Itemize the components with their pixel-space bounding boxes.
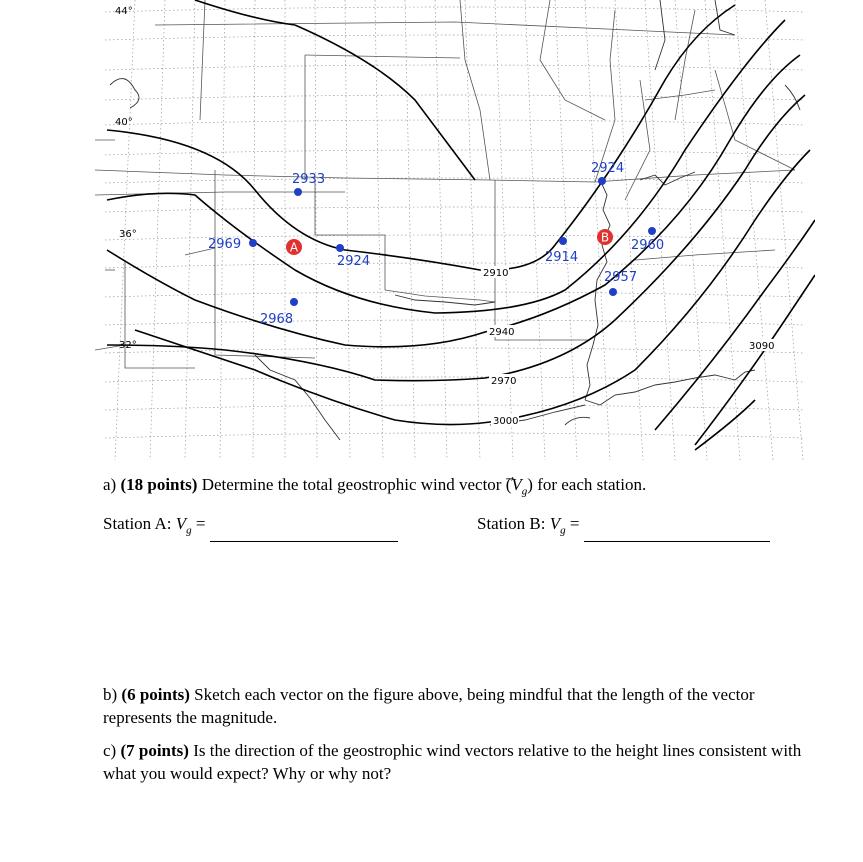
question-a-text: Determine the total geostrophic wind vector ( (201, 475, 512, 494)
station-dots (249, 177, 656, 306)
station-a-vector: $V_g$ (175, 514, 192, 537)
station-b-answer (477, 512, 770, 542)
question-a-vector: $V_g$ (511, 475, 528, 498)
station-dot-2933[interactable] (294, 188, 302, 196)
station-label-2924-east: 2924 (591, 161, 625, 176)
lat-label-40: 40° (115, 117, 133, 128)
question-a-text-end: ) for each station. (527, 475, 647, 494)
question-c-part: c) (103, 741, 117, 760)
lat-label-44: 44° (115, 6, 133, 17)
station-b-eq: = (569, 514, 580, 533)
station-a-blank[interactable] (210, 541, 398, 542)
question-b (103, 683, 803, 729)
station-label-2924-west: 2924 (337, 254, 371, 269)
question-b-part: b) (103, 685, 118, 704)
station-dot-2924-east[interactable] (598, 177, 606, 185)
question-a-part: a) (103, 475, 117, 494)
station-a-eq: = (195, 514, 206, 533)
question-a (103, 473, 646, 503)
question-b-text: Sketch each vector on the figure above, being mindful that the length of the vector represents the magnitude. (103, 685, 755, 727)
question-c-points: (7 points) (120, 741, 189, 760)
station-label-2969: 2969 (208, 237, 242, 252)
station-label-2933: 2933 (292, 172, 326, 187)
station-a-letter: A (289, 240, 299, 255)
station-b-letter: B (600, 230, 610, 245)
station-dot-2924-west[interactable] (336, 244, 344, 252)
contour-label-2910: 2910 (483, 268, 509, 279)
station-dot-2969[interactable] (249, 239, 257, 247)
station-b-blank[interactable] (584, 541, 770, 542)
station-a-marker[interactable] (286, 239, 302, 255)
rivers-coastline (110, 0, 800, 440)
station-b-vector: $V_g$ (549, 514, 566, 537)
station-dot-2968[interactable] (290, 298, 298, 306)
station-b-label: Station B: (477, 514, 546, 533)
station-dot-2914[interactable] (559, 237, 567, 245)
station-dot-2957[interactable] (609, 288, 617, 296)
lat-label-36: 36° (119, 229, 137, 240)
station-a-label: Station A: (103, 514, 172, 533)
station-label-2968: 2968 (260, 312, 294, 327)
question-c-text: Is the direction of the geostrophic wind vectors relative to the height lines consistent with what you would expect? Why or why not? (103, 741, 802, 783)
station-dot-2960[interactable] (648, 227, 656, 235)
station-b-marker[interactable] (597, 229, 613, 245)
station-label-2914: 2914 (545, 250, 579, 265)
question-a-points: (18 points) (120, 475, 198, 494)
question-b-points: (6 points) (121, 685, 190, 704)
contour-label-2970: 2970 (491, 376, 517, 387)
station-label-2960: 2960 (631, 238, 665, 253)
station-a-answer (103, 512, 398, 542)
weather-map (95, 0, 815, 460)
station-label-2957: 2957 (604, 270, 638, 285)
lat-label-32: 32° (119, 340, 137, 351)
contour-label-3000: 3000 (493, 416, 519, 427)
contour-label-2940: 2940 (489, 327, 515, 338)
contour-label-3090: 3090 (749, 341, 775, 352)
question-c (103, 739, 803, 785)
